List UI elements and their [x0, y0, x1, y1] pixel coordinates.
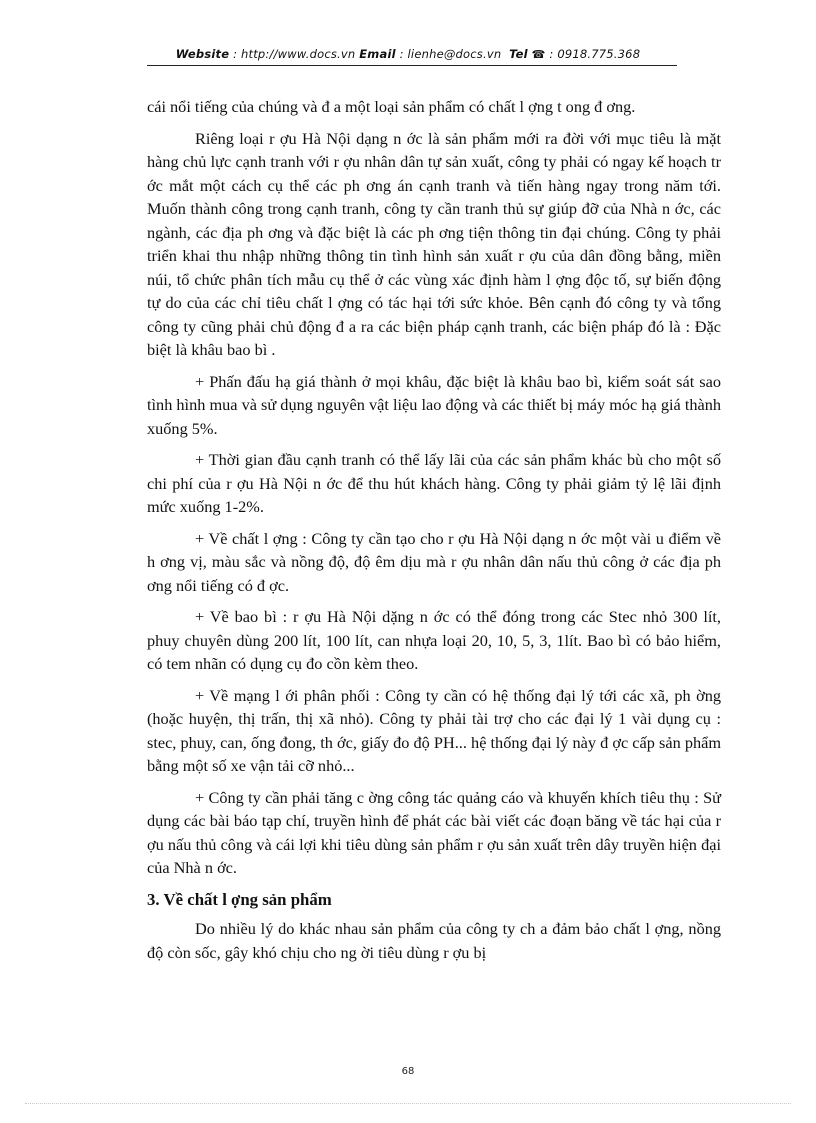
paragraph-bullet: + Thời gian đầu cạnh tranh có thể lấy lãi của các sản phẩm khác bù cho một số chi phí của r ợu Hà Nội n ớc để thu hút khách hàng. Công ty phải giảm tỷ lệ lãi định mức xuống 1-2%.	[147, 450, 721, 516]
paragraph-bullet: + Về mạng l ới phân phối : Công ty cần có hệ thống đại lý tới các xã, ph ờng (hoặc huyện, thị trấn, thị xã nhỏ). Công ty phải tài trợ cho các đại lý 1 vài dụng cụ : stec, phuy, can, ống đong, th ớc, giấy đo độ PH... hệ thống đại lý này đ ợc cấp sản phẩm bằng một số xe vận tải cỡ nhỏ...	[147, 685, 721, 775]
bottom-divider	[25, 1103, 791, 1104]
paragraph-continuation: cái nổi tiếng của chúng và đ a một loại sản phẩm có chất l ợng t ong đ ơng.	[147, 97, 636, 116]
paragraph-bullet: + Về bao bì : r ợu Hà Nội dặng n ớc có thể đóng trong các Stec nhỏ 300 lít, phuy chuyên dùng 200 lít, 100 lít, can nhựa loại 20, 10, 5, 3, 1lít. Bao bì có bảo hiểm, có tem nhãn có dụng cụ đo cồn kèm theo.	[147, 607, 721, 673]
paragraph: Do nhiều lý do khác nhau sản phẩm của công ty ch a đảm bảo chất l ợng, nồng độ còn sốc, gây khó chịu cho ng ời tiêu dùng r ợu bị	[147, 919, 721, 962]
email-label: Email	[359, 47, 396, 61]
paragraph-bullet: + Công ty cần phải tăng c ờng công tác quảng cáo và khuyến khích tiêu thụ : Sử dụng các bài báo tạp chí, truyền hình để phát các bài viết các đoạn băng về tác hại của r ợu nấu thủ công và cái lợi khi tiêu dùng sản phẩm r ợu sản xuất trên dây truyền hiện đại của Nhà n ớc.	[147, 787, 721, 877]
header-divider	[147, 65, 677, 66]
website-value: : http://www.docs.vn	[233, 47, 356, 61]
paragraph-bullet: + Về chất l ợng : Công ty cần tạo cho r ợu Hà Nội dạng n ớc một vài u điểm về h ơng vị, màu sắc và nồng độ, độ êm dịu mà r ợu nhân dân nấu thủ công ở các địa ph ơng nổi tiếng có đ ợc.	[147, 528, 721, 595]
phone-icon: ☎	[531, 48, 546, 61]
section-heading: 3. Về chất l ợng sản phẩm	[147, 889, 332, 909]
website-label: Website	[175, 47, 230, 61]
page-number: 68	[401, 1066, 415, 1077]
paragraph-bullet: + Phấn đấu hạ giá thành ở mọi khâu, đặc biệt là khâu bao bì, kiểm soát sát sao tình hình mua và sử dụng nguyên vật liệu lao động và các thiết bị máy móc hạ giá thành xuống 5%.	[147, 371, 721, 438]
tel-value: : 0918.775.368	[549, 47, 641, 61]
document-body	[147, 95, 721, 972]
paragraph: Riêng loại r ợu Hà Nội dạng n ớc là sản phẩm mới ra đời với mục tiêu là mặt hàng chủ lực cạnh tranh với r ợu nhân dân tự sản xuất, công ty phải có ngay kế hoạch tr ớc mắt một cách cụ thể các ph ơng án cạnh tranh và tiến hàng ngay trong năm tới. Muốn thành công trong cạnh tranh, công ty cần tranh thủ sự giúp đỡ của Nhà n ớc, các ngành, các địa ph ơng và đặc biệt là các ph ơng tiện thông tin đại chúng. Công ty phải triển khai thu nhập những thông tin tình hình sản xuất r ợu của dân đồng bằng, miền núi, tổ chức phân tích mẫu cụ thể ở các vùng xác định hàm l ợng độc tố, sự biến động tự do của các chỉ tiêu chất l ợng có tác hại tới sức khỏe. Bên cạnh đó công ty và tổng công ty cũng phải chủ động đ a ra các biện pháp cạnh tranh, các biện pháp đó là : Đặc biệt là khâu bao bì .	[147, 128, 721, 359]
page-header	[0, 47, 816, 61]
tel-label: Tel	[509, 47, 528, 61]
email-value: : lienhe@docs.vn	[399, 47, 502, 61]
